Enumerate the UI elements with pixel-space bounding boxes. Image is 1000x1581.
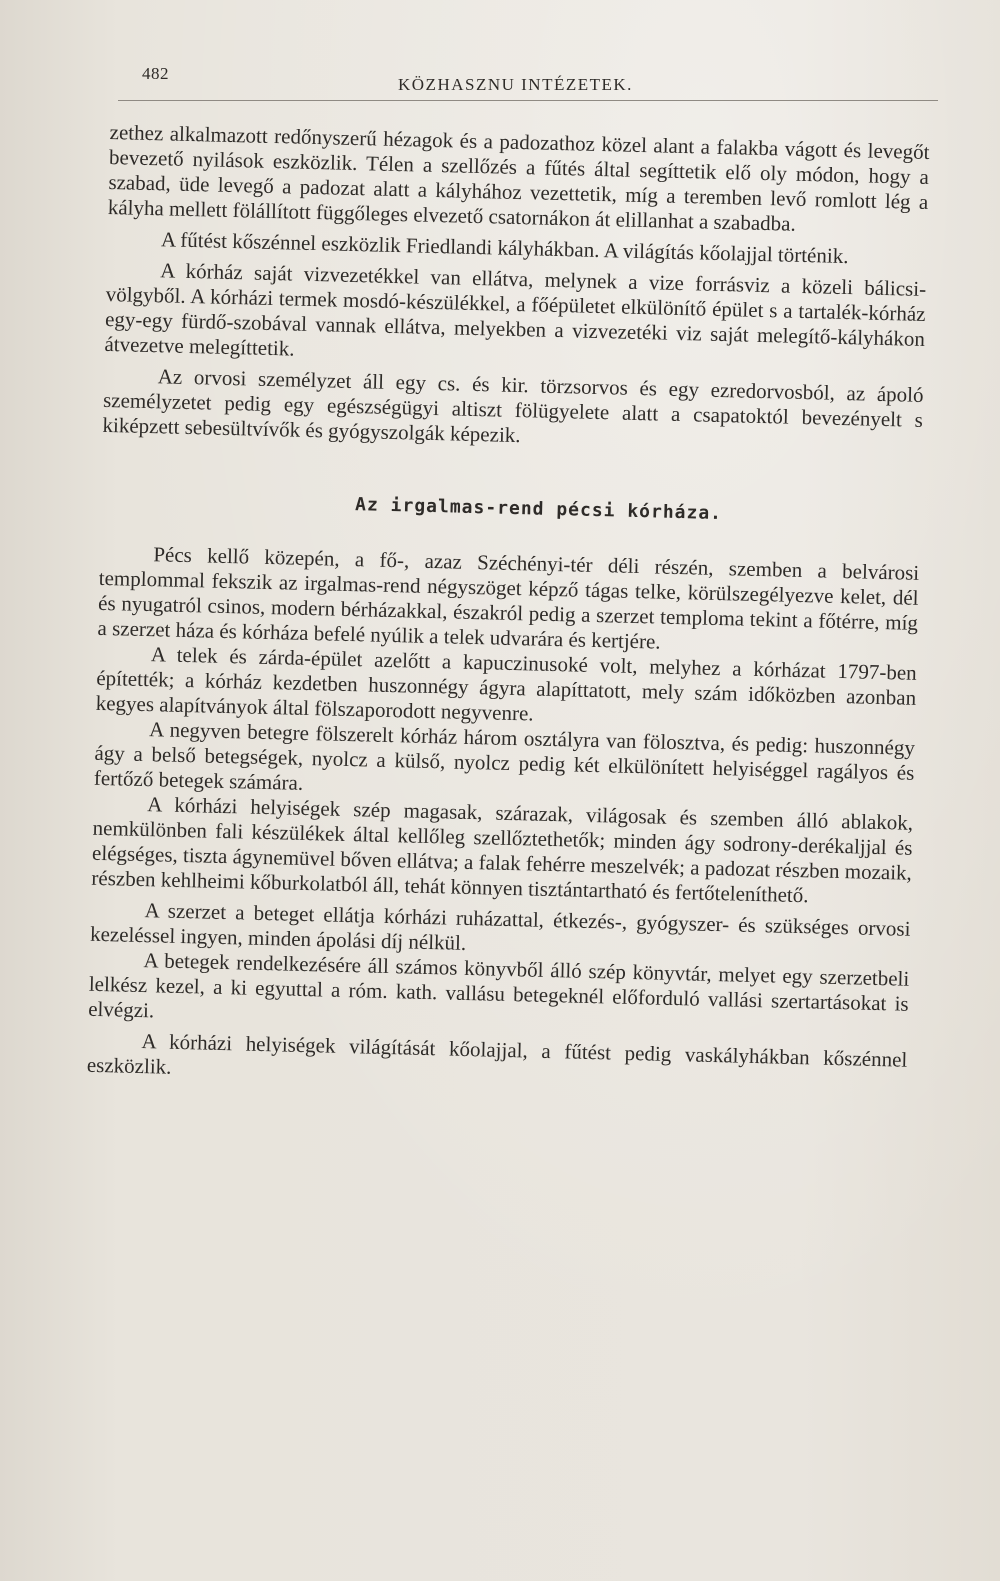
paragraph-heating: A fűtést kőszénnel eszközlik Friedlandi kályhákban. A világítás kőolajjal történik. xyxy=(160,227,849,269)
paragraph-lighting: A kórházi helyiségek világítását kőolajjal, a fűtést pedig vaskályhákban kőszénnel eszközlik. xyxy=(86,1029,908,1079)
paragraph-water-supply: A kórház saját vizvezetékkel van ellátva, melynek a vize forrásviz a közeli bálicsi-völgyből. A kórházi termek mosdó-készülékkel, a főépületet elkülönítő épület s a tartalék-kórház egy-egy fürdő-szobával vannak ellátva, melyekben a vizvezetéki viz saját melegítő-kályhákon átvezetve melegíttetik. xyxy=(104,258,927,361)
running-title: KÖZHASZNU INTÉZETEK. xyxy=(398,75,633,94)
paragraph-library: A betegek rendelkezésére áll számos könyvből álló szép könyvtár, melyet egy szerzetbeli lelkész kezel, a ki egyuttal a róm. kath. vallásu betegeknél előforduló vallási szertartásokat is elvégzi. xyxy=(87,948,910,1023)
paragraph-location: Pécs kellő közepén, a fő-, azaz Széchényi-tér déli részén, szemben a belvárosi templommal fekszik az irgalmas-rend négyszöget képző tágas telke, körülszegélyezve kelet, dél és nyugatról csinos, modern bérházakkal, északról pedig a szerzet temploma tekint a főtérre, míg a szerzet háza és kórháza befelé nyúlik a telek udvarára és kertjére. xyxy=(97,542,920,654)
paragraph-history: A telek és zárda-épület azelőtt a kapuczinusoké volt, melyhez a kórházat 1797-ben építették; a kórház kezdetben huszonnégy ágyra alapíttatott, mely szám időközben azonban kegyes alapítványok által fölszaporodott negyvenre. xyxy=(95,642,918,726)
page-number: 482 xyxy=(142,64,169,83)
paragraph-rooms: A kórházi helyiségek szép magasak, szárazak, világosak és szemben álló ablakok, nemkülönben fali készülékek által kellőleg szellőztethetők; minden ágy sodrony-derékaljjal és elégséges, tiszta ágynemüvel bőven ellátva; a falak fehérre meszelvék; a padozat részben mozaik, részben kehlheimi kőburkolatból áll, tehát könnyen tisztántartható és fertőteleníthető. xyxy=(91,792,914,908)
paragraph-departments: A negyven betegre fölszerelt kórház három osztályra van fölosztva, és pedig: huszonnégy ágy a belső betegségek, nyolcz a külső, nyolcz pedig két elkülönített helyiséggel ragályos és fertőző betegek számára. xyxy=(93,717,916,795)
paragraph-medical-staff: Az orvosi személyzet áll egy cs. és kir. törzsorvos és egy ezredorvosból, az ápoló személyzetet pedig egy egészségügyi altiszt fölügyelete alatt a csapatoktól bevezényelt s kiképzett sebesültvívők és gyógyszolgák képezik. xyxy=(102,364,924,448)
body-text xyxy=(87,120,930,1098)
paragraph-ventilation: zethez alkalmazott redőnyszerű hézagok és a padozathoz közel alant a falakba vágott és levegőt bevezető nyilások eszközlik. Télen a szellőzés a fűtés által segíttetik elő oly módon, hogy a szabad, üde levegő a padozat alatt a kályhához vezettetik, míg a teremben levő romlott lég a kályha mellett fölállított függőleges elvezető csatornákon át elillanhat a szabadba. xyxy=(107,120,930,236)
paragraph-care: A szerzet a beteget ellátja kórházi ruházattal, étkezés-, gyógyszer- és szükséges orvosi kezeléssel ingyen, minden ápolási díj nélkül. xyxy=(89,898,911,955)
section-heading: Az irgalmas-rend pécsi kórháza. xyxy=(354,494,723,525)
running-header xyxy=(118,62,938,101)
